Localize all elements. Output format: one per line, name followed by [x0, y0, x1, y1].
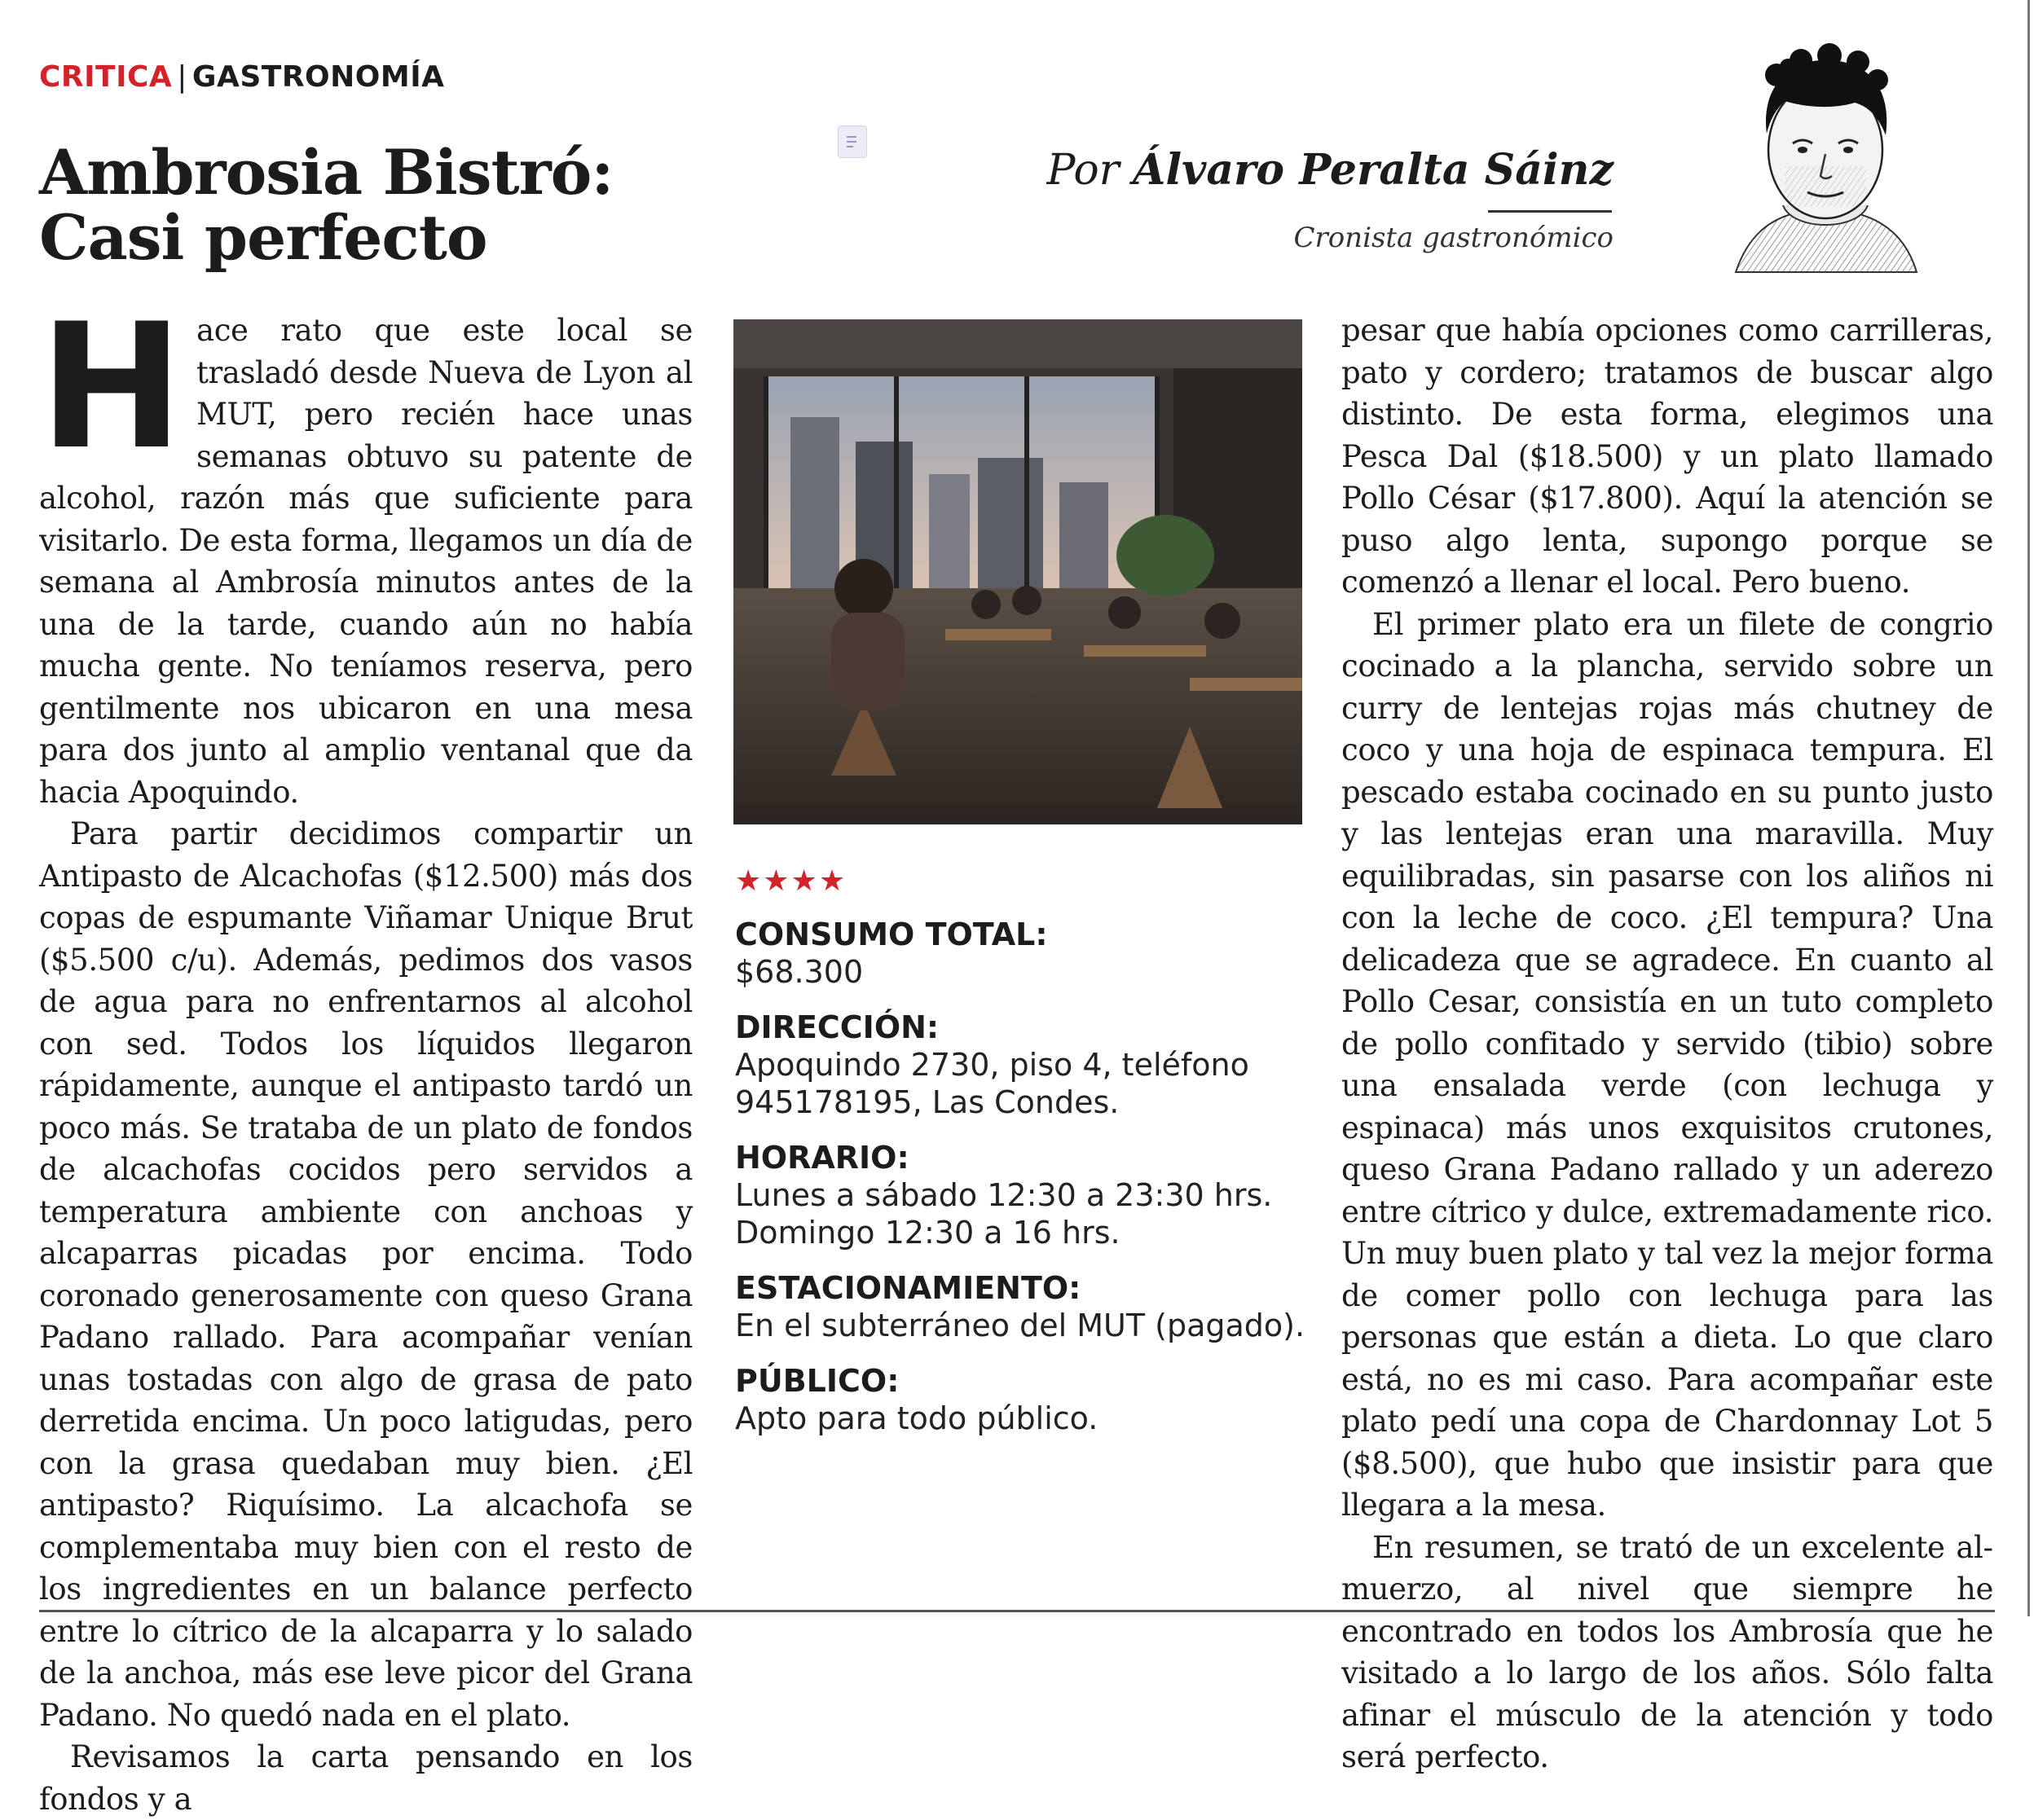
horario-line-2: Domingo 12:30 a 16 hrs.: [735, 1215, 1120, 1251]
byline-prefix: Por: [1046, 146, 1120, 195]
paragraph-6: En resumen, se trató de un excelente almuerzo, al nivel que siempre he encontrado en todos los Ambrosía que he visitado a lo largo de los años. Sólo falta afinar el músculo de la atención y todo será perfecto.: [1341, 1529, 1993, 1774]
section-separator: |: [177, 60, 187, 94]
byline-author: Álvaro Peralta Sáinz: [1133, 145, 1614, 195]
section-label: [39, 60, 444, 94]
right-edge-divider: [2027, 0, 2030, 1616]
bottom-divider: [39, 1610, 1995, 1612]
byline-role: Cronista gastronómico: [1293, 222, 1614, 254]
section-critica: CRITICA: [39, 60, 173, 94]
horario-label: HORARIO:: [735, 1140, 909, 1176]
consumo-value: $68.300: [735, 954, 864, 990]
article-column-1: [39, 286, 693, 1820]
paragraph-5: El primer plato era un filete de congrio cocinado a la plancha, servido sobre un curry de lentejas rojas más chutney de coco y una hoja de espinaca tempura. El pescado estaba cocinado en su punto justo y las lentejas eran una maravilla. Muy equilibradas, sin pasarse con los aliños ni con la leche de coco. ¿El tempura? Una delicadeza que se agradece. En cuanto al Pollo Cesar, consistía en un tuto completo de pollo confitado y servido (tibio) sobre una ensalada verde (con lechuga y espinaca) más unos exquisitos crutones, queso Grana Padano rallado y un aderezo entre cítrico y dulce, extremadamente rico. Un muy buen plato y tal vez la mejor forma de comer pollo con lechuga para las personas que están a dieta. Lo que claro está, no es mi caso. Para acompañar este plato pedí una copa de Chardonnay Lot 5 ($8.500), que hubo que insistir para que llegara a la mesa.: [1341, 606, 1993, 1523]
headline: [39, 136, 614, 274]
horario-line-1: Lunes a sábado 12:30 a 23:30 hrs.: [735, 1177, 1273, 1213]
estacionamiento-value: En el subterráneo del MUT (pagado).: [735, 1308, 1305, 1343]
section-gastronomia: GASTRONOMÍA: [192, 60, 445, 94]
consumo-label: CONSUMO TOTAL:: [735, 917, 1048, 952]
byline: [1046, 145, 1614, 195]
author-portrait-illustration: [1703, 36, 1948, 280]
document-icon[interactable]: [838, 125, 867, 158]
paragraph-4: pesar que había opciones como carrilleras, pato y cordero; tratamos de buscar algo distinto. De esta forma, elegimos una Pesca Dal ($18.500) y un plato llamado Pollo César ($17.800). Aquí la atención se puso algo lenta, supongo porque se comenzó a llenar el local. Pero bueno.: [1341, 313, 1993, 600]
headline-line-1: Ambrosia Bistró:: [39, 136, 614, 209]
paragraph-1-text: ace rato que este local se trasladó desde Nueva de Lyon al MUT, pero recién hace unas semanas obtuvo su patente de alcohol, razón más que suficiente para visitarlo. De esta forma, llegamos un día de semana al Ambrosía minutos antes de la una de la tarde, cuando aún no había mucha gente. No teníamos reserva, pero gentilmente nos ubicaron en una mesa para dos junto al amplio ventanal que da hacia Apoquindo.: [39, 313, 693, 810]
byline-divider: [1488, 210, 1612, 213]
publico-value: Apto para todo público.: [735, 1400, 1098, 1436]
headline-line-2: Casi perfecto: [39, 201, 487, 274]
article-column-3: [1341, 310, 1993, 1778]
restaurant-interior-photo: [733, 319, 1302, 824]
paragraph-1: [39, 286, 693, 813]
direccion-value: Apoquindo 2730, piso 4, teléfono 945178195, Las Condes.: [735, 1047, 1249, 1120]
publico-label: PÚBLICO:: [735, 1363, 900, 1399]
rating-stars: ★★★★: [735, 864, 848, 898]
info-box: [735, 865, 1305, 1437]
paragraph-3: Revisamos la carta pensando en los fondos y a: [39, 1739, 693, 1817]
direccion-label: DIRECCIÓN:: [735, 1009, 940, 1045]
paragraph-2: Para partir decidimos compartir un Antipasto de Alcachofas ($12.500) más dos copas de espumante Viñamar Unique Brut ($5.500 c/u). Además, pedimos dos vasos de agua para no enfrentarnos al alcohol con sed. Todos los líquidos llegaron rápidamente, aunque el antipasto tardó un poco más. Se trataba de un plato de fondos de alcachofas cocidos pero servidos a temperatura ambiente con anchoas y alcaparras picadas por encima. Todo coronado generosamente con queso Grana Padano rallado. Para acompañar venían unas tostadas con algo de grasa de pato derretida encima. Un poco latigudas, pero con la grasa quedaban muy bien. ¿El antipasto? Riquísimo. La alcachofa se complementaba muy bien con el resto de los ingredientes en un balance perfecto entre lo cítrico de la alcaparra y lo salado de la anchoa, más ese leve picor del Grana Padano. No quedó nada en el plato.: [39, 816, 693, 1733]
dropcap: H: [39, 286, 184, 487]
estacionamiento-label: ESTACIONAMIENTO:: [735, 1270, 1081, 1306]
